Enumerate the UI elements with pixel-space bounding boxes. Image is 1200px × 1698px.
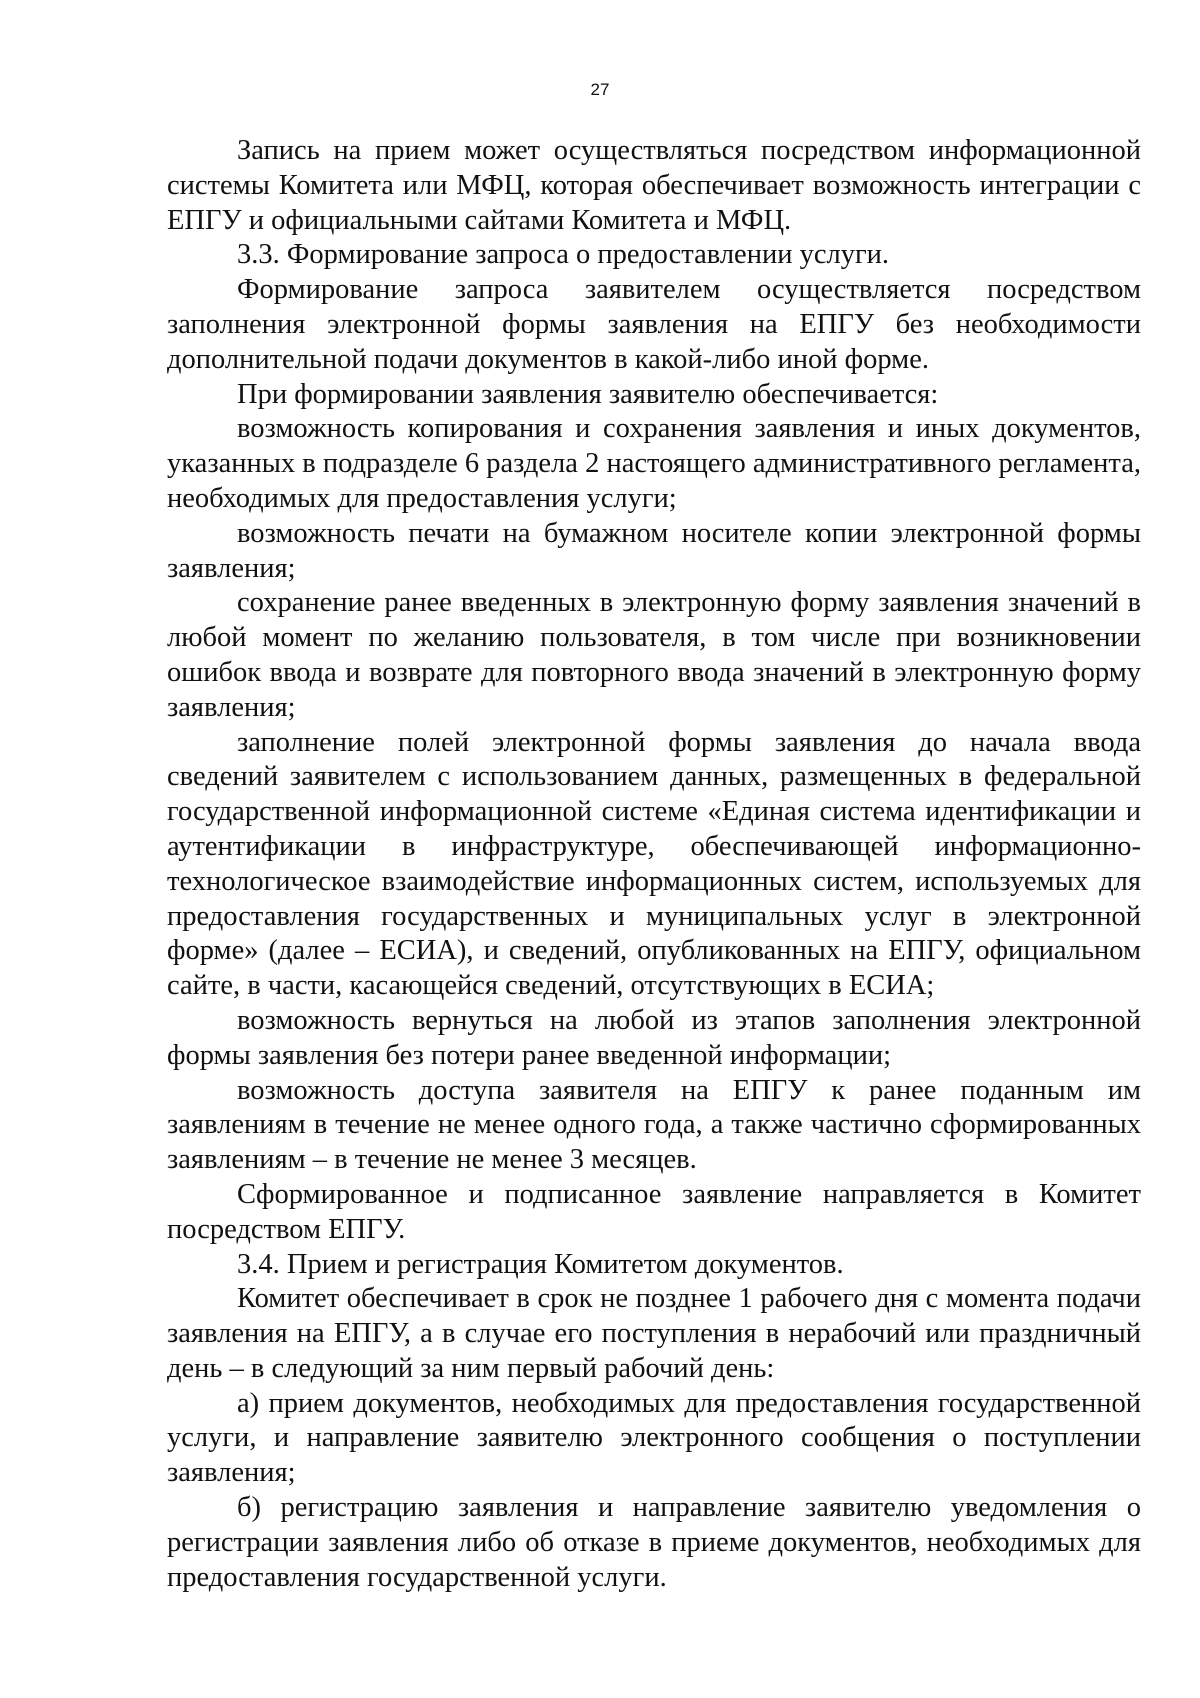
section-heading-3-4: 3.4. Прием и регистрация Комитетом документов. — [237, 1248, 844, 1280]
paragraph: Сформированное и подписанное заявление направляется в Комитет посредством ЕПГУ. — [167, 1178, 1141, 1245]
list-item: возможность вернуться на любой из этапов заполнения электронной формы заявления без потери ранее введенной информации; — [167, 1004, 1141, 1071]
list-item-a: а) прием документов, необходимых для предоставления государственной услуги, и направление заявителю электронного сообщения о поступлении заявления; — [167, 1387, 1141, 1489]
paragraph: Формирование запроса заявителем осуществляется посредством заполнения электронной формы заявления на ЕПГУ без необходимости дополнительной подачи документов в какой-либо иной форме. — [167, 274, 1141, 375]
section-heading-3-3: 3.3. Формирование запроса о предоставлении услуги. — [237, 239, 890, 271]
paragraph: При формировании заявления заявителю обеспечивается: — [237, 378, 939, 410]
paragraph: Комитет обеспечивает в срок не позднее 1 рабочего дня с момента подачи заявления на ЕПГУ, а в случае его поступления в нерабочий или праздничный день – в следующий за ним первый рабочий день: — [167, 1283, 1141, 1384]
list-item-b: б) регистрацию заявления и направление заявителю уведомления о регистрации заявления либо об отказе в приеме документов, необходимых для предоставления государственной услуги. — [167, 1492, 1141, 1593]
paragraph: Запись на прием может осуществляться посредством информационной системы Комитета или МФЦ, которая обеспечивает возможность интеграции с ЕПГУ и официальными сайтами Комитета и МФЦ. — [167, 135, 1141, 236]
list-item: заполнение полей электронной формы заявления до начала ввода сведений заявителем с использованием данных, размещенных в федеральной государственной информационной системе «Единая система идентификации и аутентификации в инфраструктуре, обеспечивающей информационно-технологическое взаимодействие информационных систем, используемых для предоставления государственных и муниципальных услуг в электронной форме» (далее – ЕСИА), и сведений, опубликованных на ЕПГУ, официальном сайте, в части, касающейся сведений, отсутствующих в ЕСИА; — [167, 726, 1141, 1002]
list-item: сохранение ранее введенных в электронную форму заявления значений в любой момент по желанию пользователя, в том числе при возникновении ошибок ввода и возврате для повторного ввода значений в электронную форму заявления; — [167, 587, 1141, 723]
list-item: возможность доступа заявителя на ЕПГУ к ранее поданным им заявлениям в течение не менее одного года, а также частично сформированных заявлениям – в течение не менее 3 месяцев. — [167, 1074, 1141, 1176]
list-item: возможность печати на бумажном носителе копии электронной формы заявления; — [167, 517, 1141, 584]
page-number: 27 — [590, 80, 610, 99]
list-item: возможность копирования и сохранения заявления и иных документов, указанных в подразделе 6 раздела 2 настоящего административного регламента, необходимых для предоставления услуги; — [167, 413, 1141, 514]
document-body — [167, 134, 1141, 1595]
